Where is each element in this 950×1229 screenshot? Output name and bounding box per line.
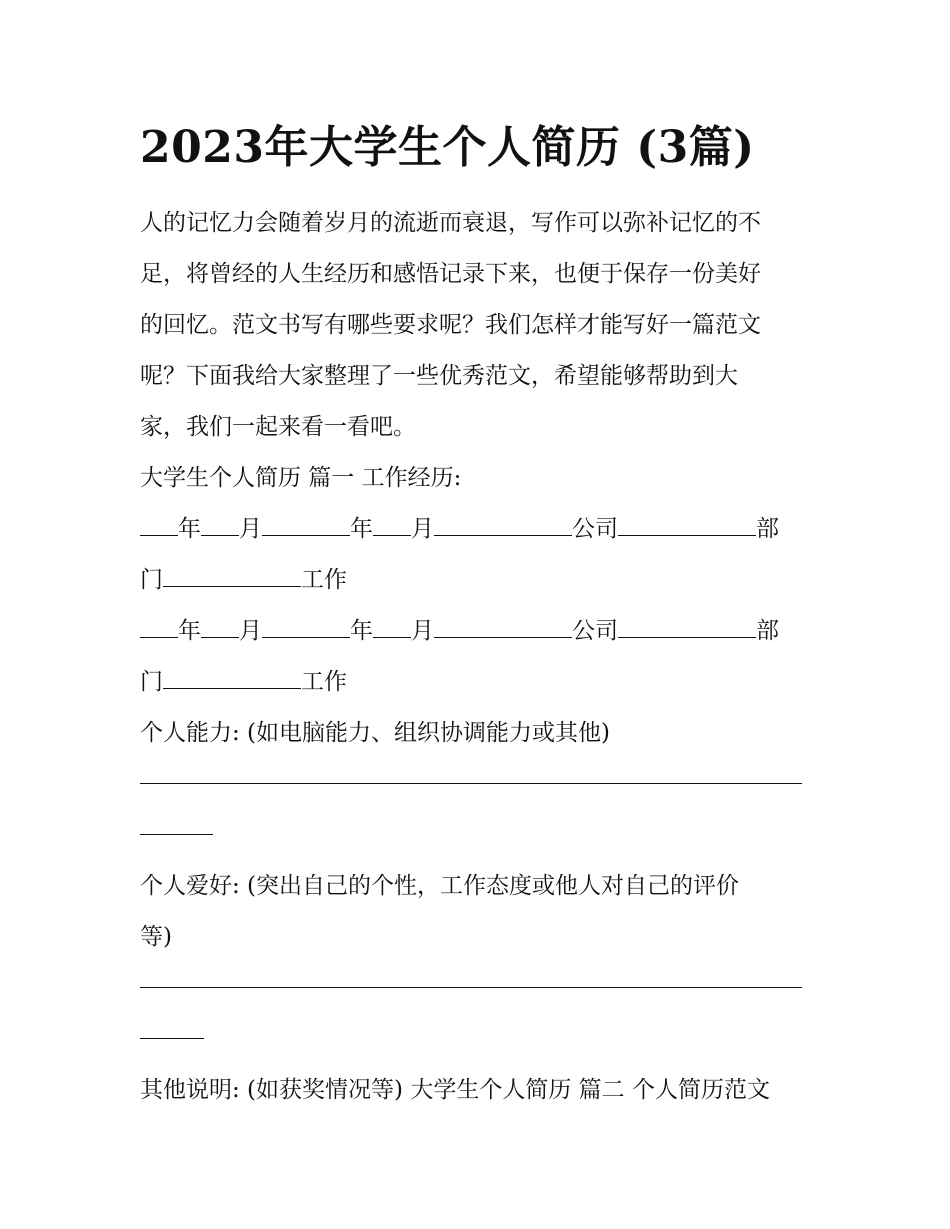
department-blank	[618, 615, 756, 638]
date-range-dash	[262, 522, 312, 536]
intro-line-2: 足，将曾经的人生经历和感悟记录下来，也便于保存一份美好	[140, 261, 761, 287]
year-label: 年	[178, 618, 201, 644]
month-label: 月	[239, 516, 262, 542]
job-blank	[163, 564, 301, 587]
job-blank	[163, 666, 301, 689]
year-blank	[312, 615, 350, 638]
month-blank	[373, 513, 411, 536]
department-label-part2: 门	[140, 567, 163, 593]
intro-line-3: 的回忆。范文书写有哪些要求呢？我们怎样才能写好一篇范文	[140, 312, 761, 338]
intro-line-1: 人的记忆力会随着岁月的流逝而衰退，写作可以弥补记忆的不	[140, 210, 761, 236]
document-title: 2023年大学生个人简历 (3篇)	[140, 122, 755, 173]
answer-rule	[140, 783, 802, 784]
section1-heading: 大学生个人简历 篇一 工作经历:	[140, 465, 462, 491]
month-blank	[201, 615, 239, 638]
ability-label: 个人能力: (如电脑能力、组织协调能力或其他)	[140, 720, 611, 746]
company-blank	[434, 615, 572, 638]
department-label-part1: 部	[756, 618, 779, 644]
intro-line-4: 呢？下面我给大家整理了一些优秀范文，希望能够帮助到大	[140, 363, 738, 389]
department-label-part1: 部	[756, 516, 779, 542]
year-label: 年	[350, 516, 373, 542]
month-label: 月	[411, 516, 434, 542]
month-label: 月	[411, 618, 434, 644]
work-entry-1-line-2	[140, 555, 812, 606]
department-label-part2: 门	[140, 669, 163, 695]
job-label: 工作	[301, 669, 347, 695]
year-label: 年	[178, 516, 201, 542]
hobby-label-line-1: 个人爱好: (突出自己的个性，工作态度或他人对自己的评价	[140, 873, 740, 899]
work-entry-2-line-1	[140, 606, 812, 657]
year-blank	[312, 513, 350, 536]
month-label: 月	[239, 618, 262, 644]
answer-rule	[140, 987, 802, 988]
hobby-answer-line-2	[140, 1014, 812, 1065]
company-label: 公司	[572, 516, 618, 542]
hobby-answer-line-1	[140, 963, 812, 1014]
year-blank	[140, 513, 178, 536]
document-page	[140, 118, 812, 1116]
ability-answer-line-2	[140, 810, 812, 861]
answer-rule	[140, 834, 213, 835]
hobby-label-line-2: 等)	[140, 924, 172, 950]
year-label: 年	[350, 618, 373, 644]
company-blank	[434, 513, 572, 536]
answer-rule	[140, 1038, 204, 1039]
year-blank	[140, 615, 178, 638]
month-blank	[373, 615, 411, 638]
month-blank	[201, 513, 239, 536]
department-blank	[618, 513, 756, 536]
intro-line-5: 家，我们一起来看一看吧。	[140, 414, 416, 440]
company-label: 公司	[572, 618, 618, 644]
ability-answer-line-1	[140, 759, 812, 810]
job-label: 工作	[301, 567, 347, 593]
date-range-dash	[262, 624, 312, 638]
other-notes-line: 其他说明: (如获奖情况等) 大学生个人简历 篇二 个人简历范文	[140, 1077, 770, 1103]
work-entry-1-line-1	[140, 504, 812, 555]
work-entry-2-line-2	[140, 657, 812, 708]
